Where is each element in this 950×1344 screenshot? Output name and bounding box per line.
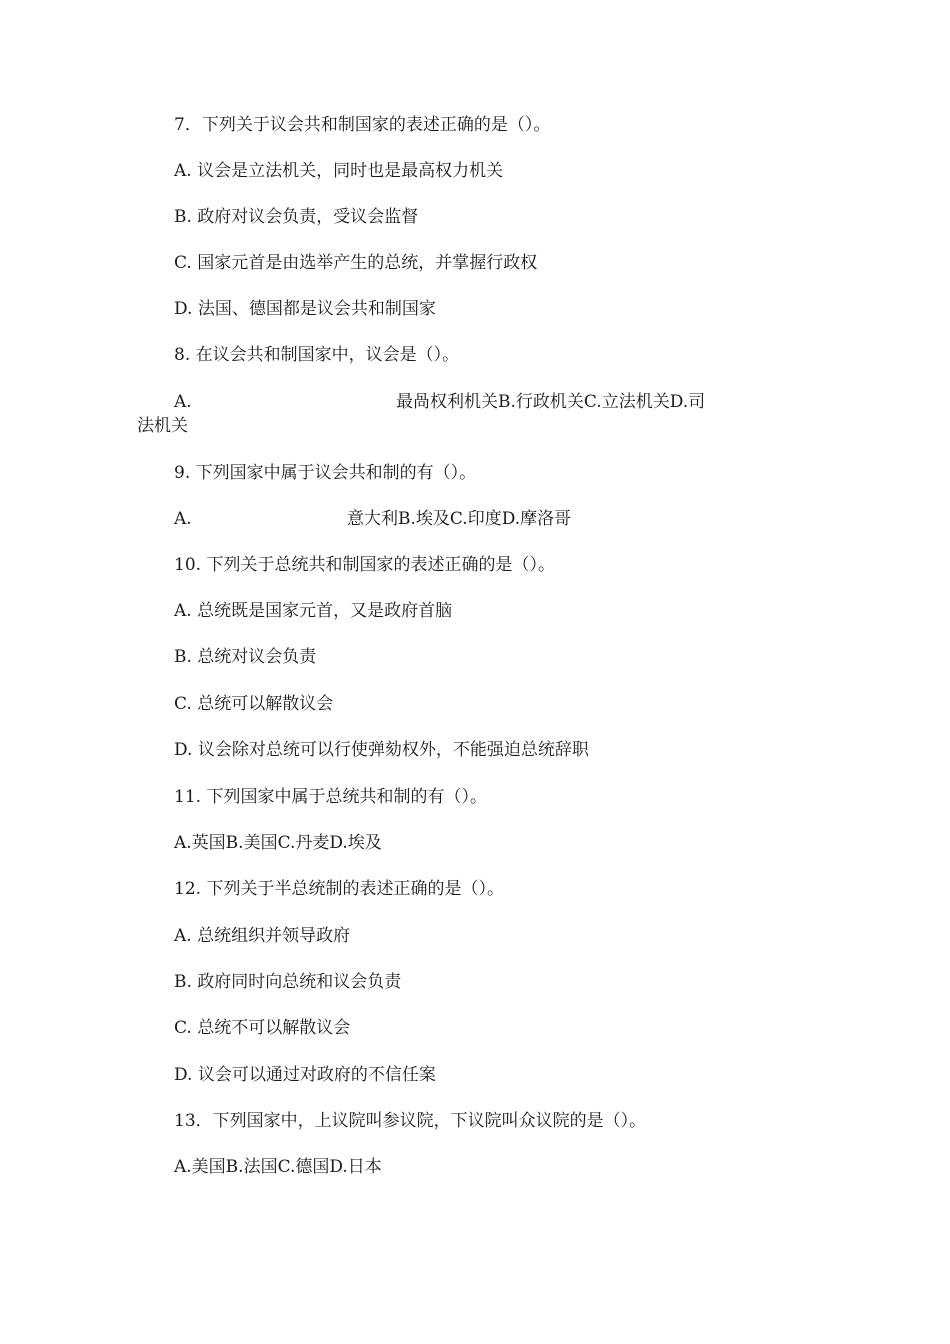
question-10-option-a: A. 总统既是国家元首，又是政府首脑 [174, 601, 453, 621]
question-10-stem: 10. 下列关于总统共和制国家的表述正确的是（）。 [174, 555, 555, 575]
question-11-stem: 11. 下列国家中属于总统共和制的有（）。 [174, 787, 487, 807]
question-11-options: A.英国B.美国C.丹麦D.埃及 [174, 833, 382, 853]
question-12-option-d: D. 议会可以通过对政府的不信任案 [174, 1065, 436, 1085]
question-12-option-c: C. 总统不可以解散议会 [174, 1018, 351, 1038]
question-10-option-c: C. 总统可以解散议会 [174, 694, 334, 714]
question-7-option-d: D. 法国、德国都是议会共和制国家 [174, 299, 436, 319]
question-12-stem: 12. 下列关于半总统制的表述正确的是（）。 [174, 879, 504, 899]
question-12-option-a: A. 总统组织并领导政府 [174, 926, 351, 946]
question-12-option-b: B. 政府同时向总统和议会负责 [174, 972, 402, 992]
question-8-option-prefix: A. [174, 392, 192, 412]
question-7-option-c: C. 国家元首是由选举产生的总统，并掌握行政权 [174, 253, 538, 273]
question-7-option-a: A. 议会是立法机关，同时也是最高权力机关 [174, 161, 504, 181]
question-10-option-d: D. 议会除对总统可以行使弹劾权外，不能强迫总统辞职 [174, 740, 589, 760]
question-8-options: 最咼权利机关B.行政机关C.立法机关D.司 [396, 392, 706, 412]
question-13-options: A.美国B.法国C.德国D.日本 [174, 1157, 382, 1177]
question-13-stem: 13．下列国家中，上议院叫参议院，下议院叫众议院的是（）。 [174, 1111, 647, 1131]
question-7-stem: 7．下列关于议会共和制国家的表述正确的是（）。 [174, 115, 551, 135]
question-10-option-b: B. 总统对议会负责 [174, 647, 317, 667]
question-9-stem: 9. 下列国家中属于议会共和制的有（）。 [174, 463, 477, 483]
question-9-options: 意大利B.埃及C.印度D.摩洛哥 [347, 509, 572, 529]
question-9-option-prefix: A. [174, 509, 192, 529]
question-8-options-continued: 法机关 [137, 416, 188, 436]
question-8-stem: 8. 在议会共和制国家中，议会是（）。 [174, 345, 460, 365]
question-7-option-b: B. 政府对议会负责，受议会监督 [174, 207, 419, 227]
